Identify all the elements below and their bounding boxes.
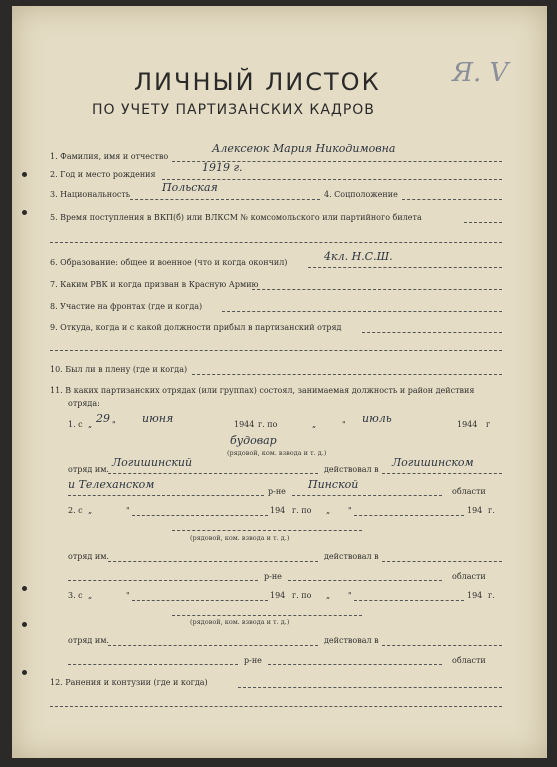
- block2-unit-label: отряд им.: [68, 552, 109, 561]
- block2-month-line: [132, 515, 268, 516]
- block2-oblasti: области: [452, 572, 486, 581]
- field-units-label-cont: отряда:: [68, 399, 100, 408]
- field-education-label: 6. Образование: общее и военное (что и когда окончил): [50, 258, 288, 267]
- block3-rank-hint: (рядовой, ком. взвода и т. д.): [190, 618, 290, 626]
- block1-q2: ": [112, 420, 116, 429]
- block1-acted-label: действовал в: [324, 465, 379, 474]
- block2-rank-hint: (рядовой, ком. взвода и т. д.): [190, 534, 290, 542]
- block2-year-to: 194: [467, 506, 483, 515]
- field-party-line-2: [50, 242, 502, 243]
- block2-q3: „: [326, 506, 331, 515]
- block2-district-line: [382, 561, 502, 562]
- block3-cont-line: [68, 664, 238, 665]
- block1-oblasti: области: [452, 487, 486, 496]
- block2-to-line: [354, 515, 464, 516]
- form-subtitle: ПО УЧЕТУ ПАРТИЗАНСКИХ КАДРОВ: [92, 102, 375, 118]
- field-rvk-line: [252, 289, 502, 290]
- block3-rne: р-не: [244, 656, 262, 665]
- block3-month-line: [132, 600, 268, 601]
- field-units-label: 11. В каких партизанских отрядах (или группах) состоял, занимаемая должность и район действия: [50, 386, 475, 395]
- field-name-value: Алексеюк Мария Никодимовна: [212, 142, 396, 155]
- block2-oblast-line: [288, 580, 442, 581]
- field-birth-value: 1919 г.: [202, 161, 243, 174]
- block3-year-to: 194: [467, 591, 483, 600]
- block1-year-to: 1944: [457, 420, 478, 429]
- block1-q1: „: [88, 420, 93, 429]
- block2-q1: „: [88, 506, 93, 515]
- field-wounds-label: 12. Ранения и контузии (где и когда): [50, 678, 208, 687]
- block1-oblast-line: [292, 495, 442, 496]
- block2-from: 2. с: [68, 506, 83, 515]
- field-fronts-line: [222, 311, 502, 312]
- block3-oblasti: области: [452, 656, 486, 665]
- punch-hole: [22, 622, 27, 627]
- field-party-label: 5. Время поступления в ВКП(б) или ВЛКСМ № комсомольского или партийного билета: [50, 213, 422, 222]
- block1-unit: Логишинский: [112, 456, 193, 469]
- block3-district-line: [382, 645, 502, 646]
- block2-q2: ": [126, 506, 130, 515]
- punch-hole: [22, 172, 27, 177]
- block3-unit-label: отряд им.: [68, 636, 109, 645]
- field-wounds-line-2: [50, 706, 502, 707]
- block2-rank-line: [172, 530, 362, 531]
- block1-to-month: июль: [362, 412, 392, 425]
- punch-hole: [22, 586, 27, 591]
- block3-to-line: [354, 600, 464, 601]
- field-birth-line: [162, 179, 502, 180]
- field-rvk-label: 7. Каким РВК и когда призван в Красную Армию: [50, 280, 259, 289]
- handwritten-initials: Я. V: [452, 58, 509, 88]
- block1-from: 1. с: [68, 420, 83, 429]
- block2-year-from: 194: [270, 506, 286, 515]
- block2-acted-label: действовал в: [324, 552, 379, 561]
- block1-month: июня: [142, 412, 174, 425]
- field-education-value: 4кл. Н.С.Ш.: [324, 250, 393, 263]
- block3-unit-line: [108, 645, 318, 646]
- block3-acted-label: действовал в: [324, 636, 379, 645]
- block1-rank-hint: (рядовой, ком. взвода и т. д.): [227, 449, 327, 457]
- punch-hole: [22, 210, 27, 215]
- block1-unit-cont-line: [68, 495, 264, 496]
- block1-unit-cont: и Телеханском: [68, 478, 155, 491]
- block1-rne: р-не: [268, 487, 286, 496]
- block3-g-end: г.: [488, 591, 495, 600]
- field-arrival-label: 9. Откуда, когда и с какой должности прибыл в партизанский отряд: [50, 323, 342, 332]
- punch-hole: [22, 670, 27, 675]
- field-name-label: 1. Фамилия, имя и отчество: [50, 152, 169, 161]
- block3-oblast-line: [268, 664, 442, 665]
- field-nationality-label: 3. Национальность: [50, 190, 131, 199]
- block1-oblast: Пинской: [308, 478, 359, 491]
- field-nationality-line: [130, 199, 320, 200]
- block3-q4: ": [348, 591, 352, 600]
- block1-unit-line: [108, 473, 318, 474]
- block1-g-end: г: [486, 420, 491, 429]
- block1-district-line: [382, 473, 502, 474]
- block3-gpo: г. по: [292, 591, 312, 600]
- block1-year-from: 1944: [234, 420, 255, 429]
- block3-q1: „: [88, 591, 93, 600]
- block1-day: 29: [96, 412, 110, 425]
- block2-gpo: г. по: [292, 506, 312, 515]
- block3-q2: ": [126, 591, 130, 600]
- block1-role: будовар: [230, 434, 277, 447]
- block1-q3: „: [312, 420, 317, 429]
- block2-cont-line: [68, 580, 258, 581]
- field-socstatus-label: 4. Соцположение: [324, 190, 398, 199]
- field-birth-label: 2. Год и место рождения: [50, 170, 156, 179]
- field-party-line: [464, 222, 502, 223]
- form-sheet: [12, 6, 547, 758]
- field-captivity-line: [192, 374, 502, 375]
- field-arrival-line: [362, 332, 502, 333]
- block2-rne: р-не: [264, 572, 282, 581]
- field-education-line: [308, 267, 502, 268]
- field-socstatus-line: [402, 199, 502, 200]
- block1-district: Логишинском: [392, 456, 474, 469]
- block3-from: 3. с: [68, 591, 83, 600]
- block1-q4: ": [342, 420, 346, 429]
- field-fronts-label: 8. Участие на фронтах (где и когда): [50, 302, 203, 311]
- block1-unit-label: отряд им.: [68, 465, 109, 474]
- form-title: ЛИЧНЫЙ ЛИСТОК: [134, 68, 381, 96]
- block2-g-end: г.: [488, 506, 495, 515]
- field-arrival-line-2: [50, 350, 502, 351]
- field-captivity-label: 10. Был ли в плену (где и когда): [50, 365, 188, 374]
- block3-year-from: 194: [270, 591, 286, 600]
- block3-q3: „: [326, 591, 331, 600]
- block2-q4: ": [348, 506, 352, 515]
- field-wounds-line: [238, 687, 502, 688]
- block2-unit-line: [108, 561, 318, 562]
- block1-gpo: г. по: [258, 420, 278, 429]
- field-nationality-value: Польская: [162, 181, 218, 194]
- block3-rank-line: [172, 615, 362, 616]
